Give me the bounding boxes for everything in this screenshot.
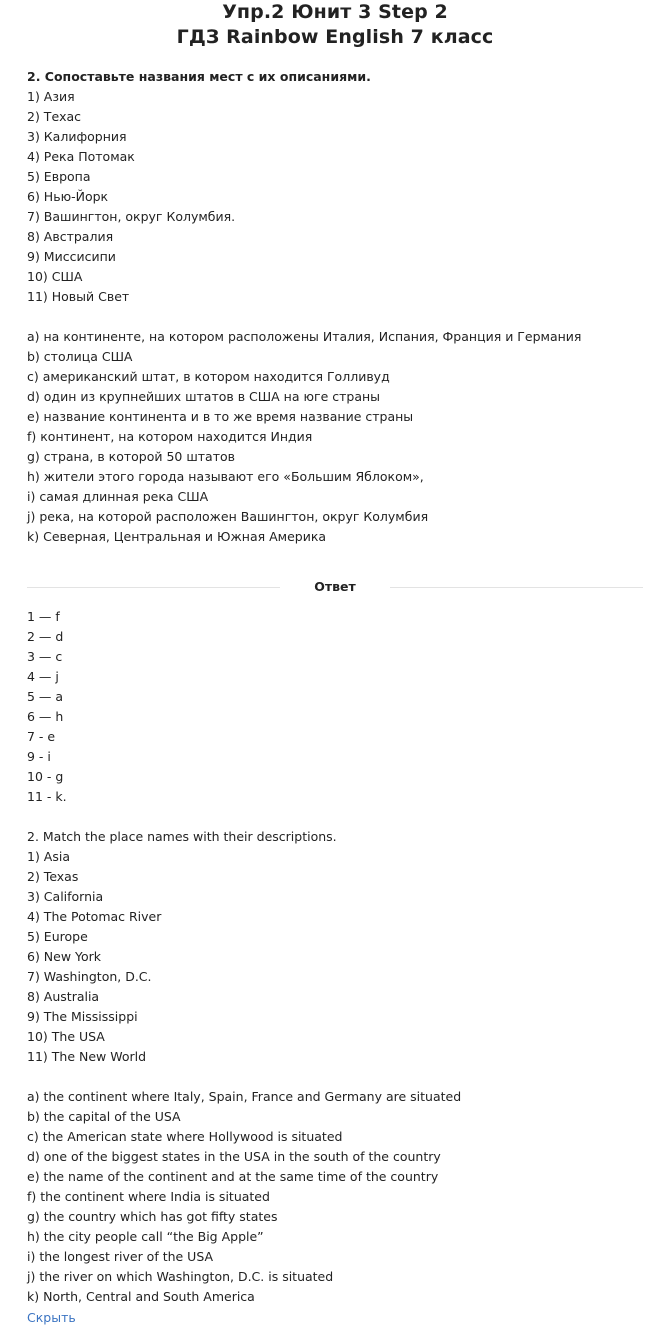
ru-place-item: 1) Азия xyxy=(27,89,75,104)
ru-places-list xyxy=(27,87,643,307)
answer-item: 7 - e xyxy=(27,729,56,744)
en-description-item: j) the river on which Washington, D.C. is situated xyxy=(27,1269,334,1284)
en-description-item: c) the American state where Hollywood is situated xyxy=(27,1129,343,1144)
en-description-item: g) the country which has got fifty states xyxy=(27,1209,278,1224)
ru-description-item: c) американский штат, в котором находится Голливуд xyxy=(27,369,390,384)
ru-place-item: 2) Техас xyxy=(27,109,82,124)
page-title-line-2: ГДЗ Rainbow English 7 класс xyxy=(176,26,494,48)
en-description-item: h) the city people call “the Big Apple” xyxy=(27,1229,264,1244)
ru-place-item: 4) Река Потомак xyxy=(27,149,135,164)
en-description-item: e) the name of the continent and at the same time of the country xyxy=(27,1169,439,1184)
page-title xyxy=(27,0,643,50)
en-descriptions-list xyxy=(27,1087,643,1307)
ru-place-item: 5) Европа xyxy=(27,169,91,184)
ru-description-item: d) один из крупнейших штатов в США на юге страны xyxy=(27,389,381,404)
answer-item: 10 - g xyxy=(27,769,64,784)
ru-description-item: b) столица США xyxy=(27,349,133,364)
en-place-item: 9) The Mississippi xyxy=(27,1009,138,1024)
en-task-heading: 2. Match the place names with their descriptions. xyxy=(27,829,337,844)
ru-descriptions-list xyxy=(27,327,643,547)
en-description-item: k) North, Central and South America xyxy=(27,1289,255,1304)
answers-list xyxy=(27,607,643,807)
ru-place-item: 11) Новый Свет xyxy=(27,289,130,304)
ru-description-item: k) Северная, Центральная и Южная Америка xyxy=(27,529,327,544)
ru-description-item: a) на континенте, на котором расположены Италия, Испания, Франция и Германия xyxy=(27,329,582,344)
ru-description-item: e) название континента и в то же время название страны xyxy=(27,409,414,424)
answer-item: 2 — d xyxy=(27,629,64,644)
en-description-item: a) the continent where Italy, Spain, France and Germany are situated xyxy=(27,1089,462,1104)
answer-heading: Ответ xyxy=(314,579,356,594)
en-place-item: 1) Asia xyxy=(27,849,70,864)
answer-item: 11 - k. xyxy=(27,789,67,804)
page-title-line-1: Упр.2 Юнит 3 Step 2 xyxy=(222,1,448,23)
ru-description-item: i) самая длинная река США xyxy=(27,489,209,504)
divider-line-left xyxy=(27,587,280,588)
en-description-item: b) the capital of the USA xyxy=(27,1109,181,1124)
ru-place-item: 8) Австралия xyxy=(27,229,114,244)
answer-item: 9 - i xyxy=(27,749,51,764)
en-places-list xyxy=(27,847,643,1067)
en-place-item: 6) New York xyxy=(27,949,102,964)
divider-line-right xyxy=(390,587,643,588)
en-place-item: 7) Washington, D.C. xyxy=(27,969,152,984)
ru-task xyxy=(27,67,643,547)
answer-item: 6 — h xyxy=(27,709,64,724)
answer-item: 1 — f xyxy=(27,609,60,624)
en-description-item: d) one of the biggest states in the USA in the south of the country xyxy=(27,1149,441,1164)
answer-item: 4 — j xyxy=(27,669,59,684)
hide-answer-link[interactable]: Скрыть xyxy=(27,1310,76,1325)
en-place-item: 8) Australia xyxy=(27,989,100,1004)
answer-item: 5 — a xyxy=(27,689,64,704)
ru-place-item: 3) Калифорния xyxy=(27,129,127,144)
answer-divider xyxy=(27,577,643,597)
en-place-item: 5) Europe xyxy=(27,929,88,944)
spacer xyxy=(27,807,643,827)
ru-place-item: 9) Миссисипи xyxy=(27,249,116,264)
en-place-item: 4) The Potomac River xyxy=(27,909,162,924)
en-description-item: f) the continent where India is situated xyxy=(27,1189,270,1204)
ru-task-heading: 2. Сопоставьте названия мест с их описаниями. xyxy=(27,69,371,84)
ru-description-item: h) жители этого города называют его «Большим Яблоком», xyxy=(27,469,424,484)
en-place-item: 3) California xyxy=(27,889,104,904)
ru-description-item: j) река, на которой расположен Вашингтон, округ Колумбия xyxy=(27,509,429,524)
spacer xyxy=(27,1067,643,1087)
ru-place-item: 10) США xyxy=(27,269,83,284)
en-description-item: i) the longest river of the USA xyxy=(27,1249,214,1264)
ru-description-item: g) страна, в которой 50 штатов xyxy=(27,449,236,464)
spacer xyxy=(27,307,643,327)
en-task xyxy=(27,827,643,1307)
answer-item: 3 — c xyxy=(27,649,63,664)
ru-place-item: 7) Вашингтон, округ Колумбия. xyxy=(27,209,236,224)
ru-description-item: f) континент, на котором находится Индия xyxy=(27,429,313,444)
ru-place-item: 6) Нью-Йорк xyxy=(27,189,109,204)
en-place-item: 2) Texas xyxy=(27,869,79,884)
en-place-item: 10) The USA xyxy=(27,1029,105,1044)
en-place-item: 11) The New World xyxy=(27,1049,147,1064)
